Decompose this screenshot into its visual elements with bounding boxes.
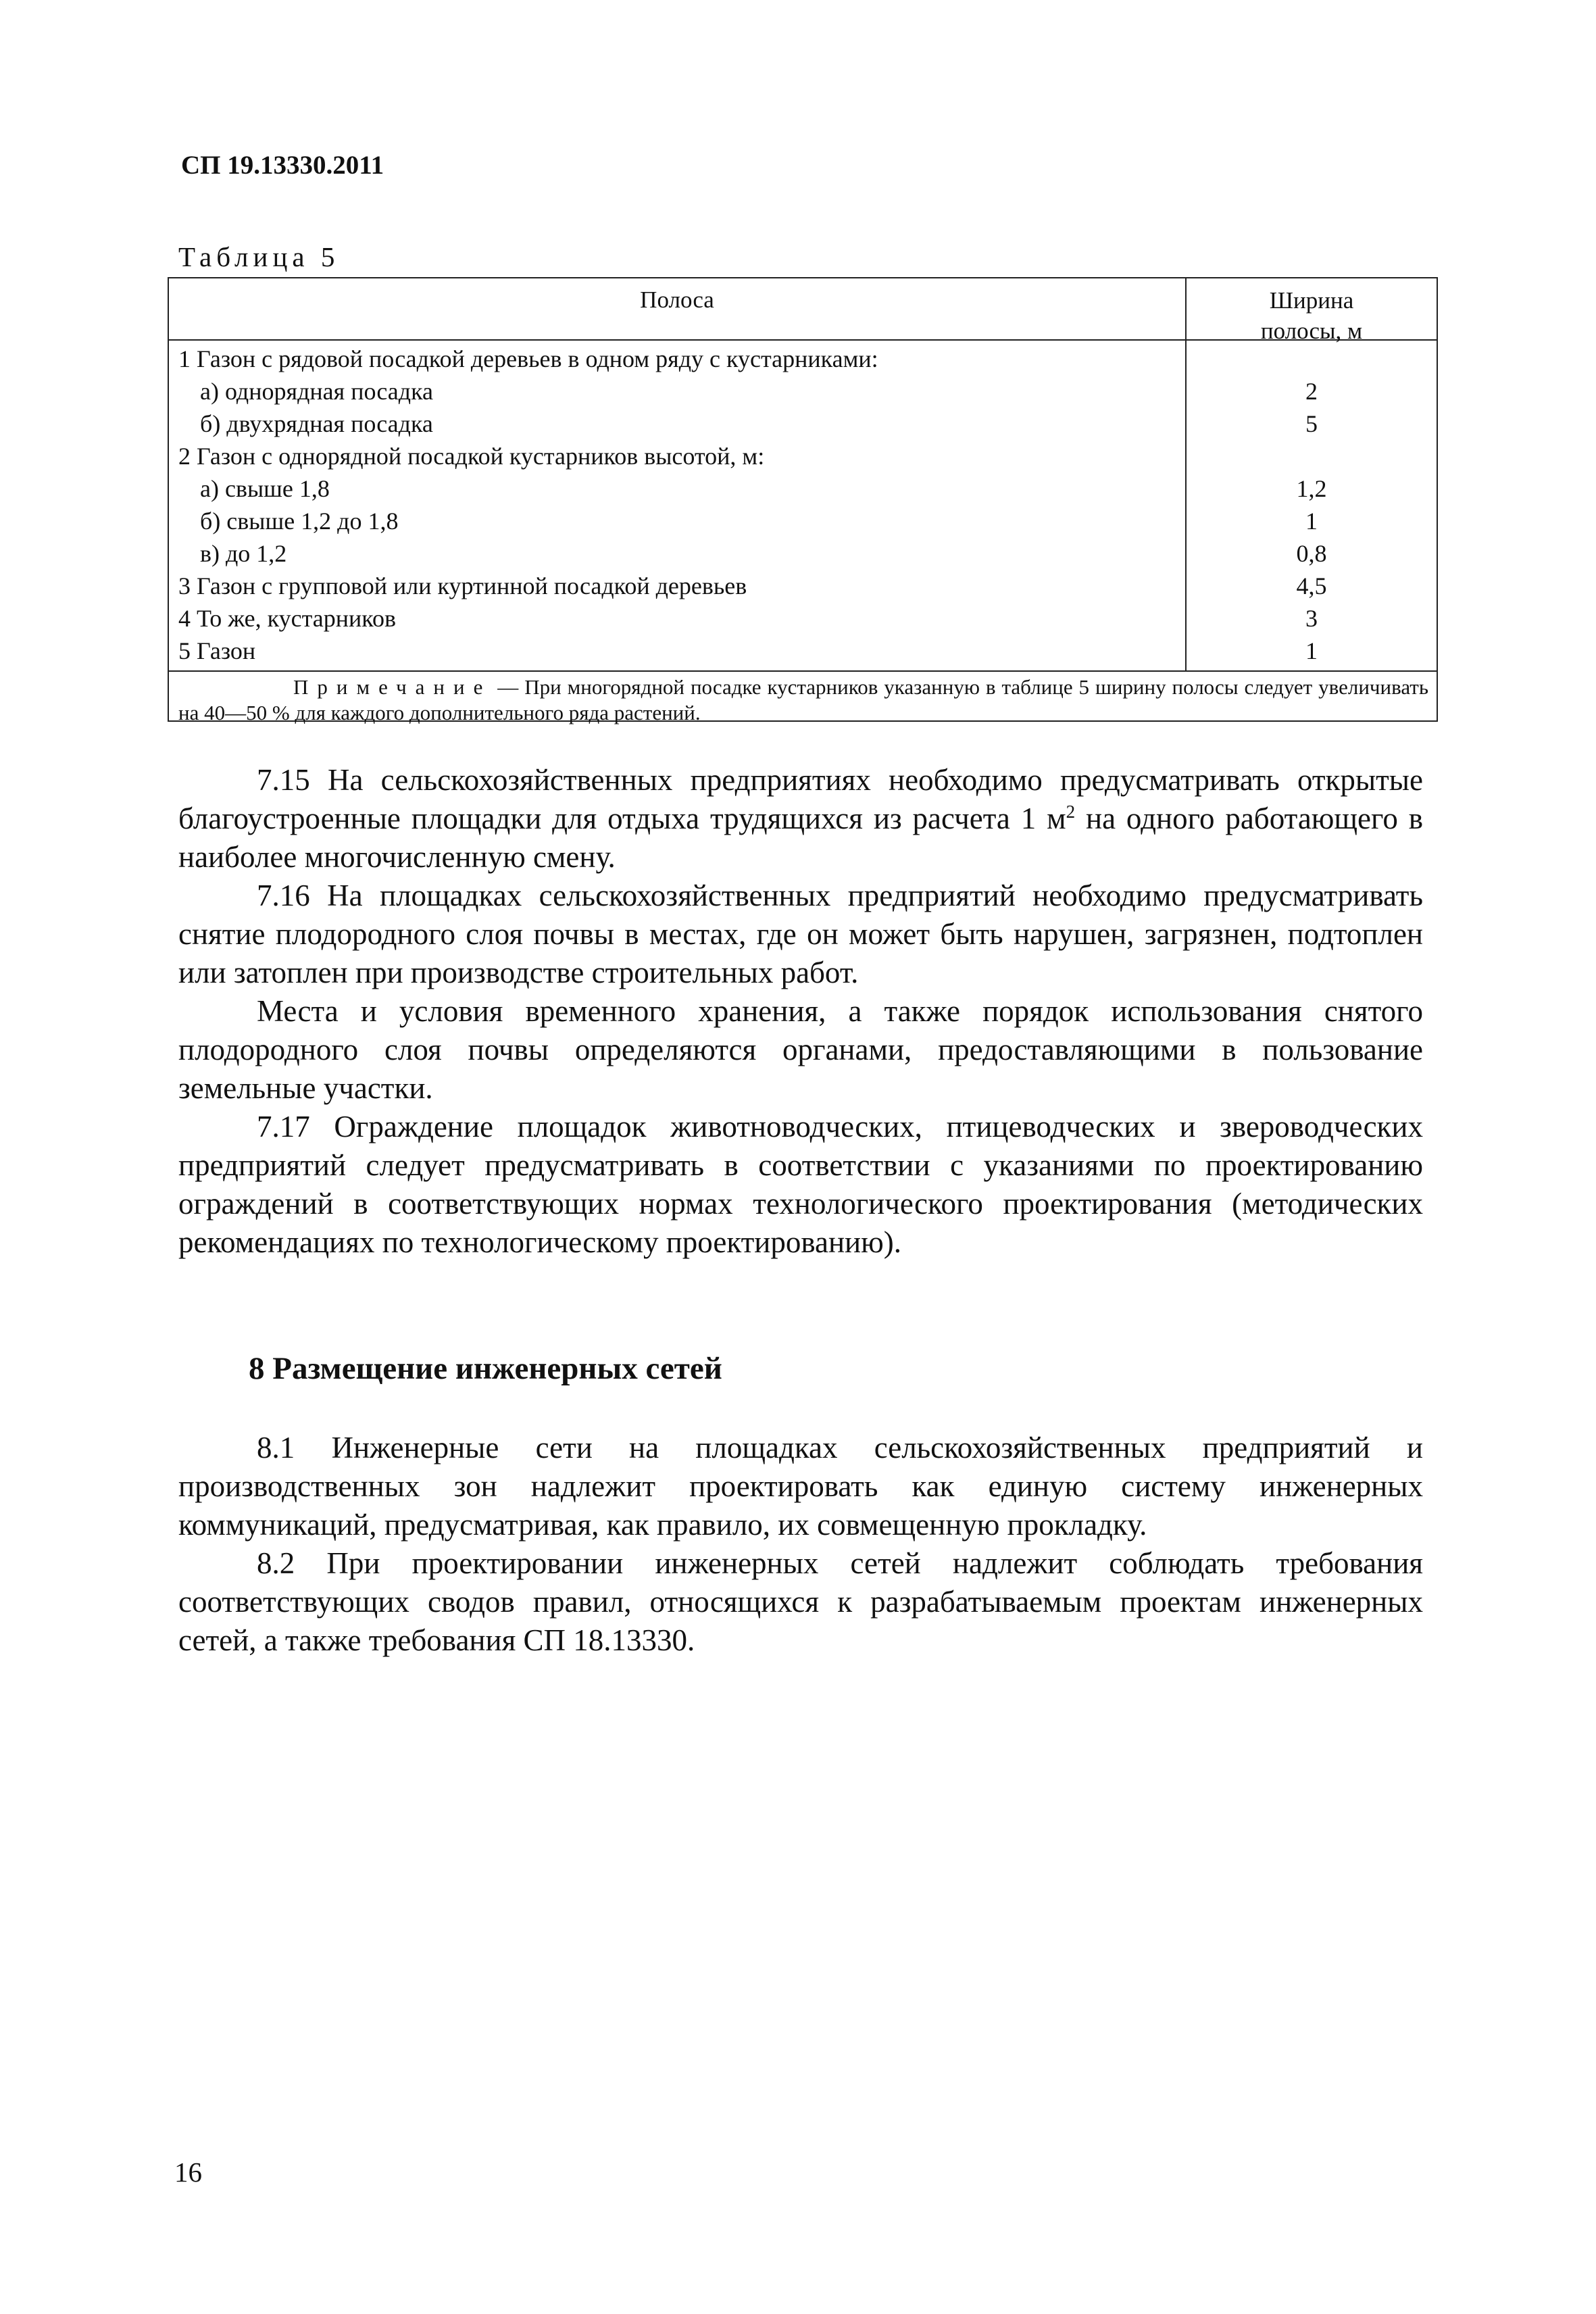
column-header-strip: Полоса — [640, 287, 714, 313]
paragraph-8-1: 8.1 Инженерные сети на площадках сельскохозяйственных предприятий и производственных зон надлежит проектировать как единую систему инженерных коммуникаций, предусматривая, как правило, их совмещенную прокладку. — [178, 1431, 1423, 1542]
page-number: 16 — [174, 2157, 202, 2188]
table-row-label: а) однорядная посадка — [200, 378, 433, 405]
table-note — [178, 674, 1428, 726]
table-caption: Таблица 5 — [178, 241, 340, 272]
paragraphs-section-8 — [178, 1429, 1423, 1660]
table-row-label: 2 Газон с однорядной посадкой кустарников высотой, м: — [178, 443, 765, 470]
paragraph-7-15-part2: на одного работающего в наиболее многочисленную смену. — [178, 802, 1423, 874]
paragraph-8-2: 8.2 При проектировании инженерных сетей надлежит соблюдать требования соответствующих сводов правил, относящихся к разрабатываемым проектам инженерных сетей, а также требования СП 18.13330. — [178, 1546, 1423, 1657]
document-code: СП 19.13330.2011 — [181, 151, 384, 180]
table-row-value: 1,2 — [1296, 475, 1327, 502]
table-row-value: 1 — [1305, 637, 1318, 664]
table-note-text: — При многорядной посадке кустарников указанную в таблице 5 ширину полосы следует увеличивать на 40—50 % для каждого дополнительного ряда растений. — [178, 675, 1428, 724]
column-header-width-line1: Ширина — [1269, 287, 1354, 314]
paragraph-7-16: 7.16 На площадках сельскохозяйственных предприятий необходимо предусматривать снятие плодородного слоя почвы в местах, где он может быть нарушен, загрязнен, подтоплен или затоплен при производстве строительных работ. — [178, 879, 1423, 989]
table-row-value: 3 — [1305, 605, 1318, 632]
table-row-value: 1 — [1305, 508, 1318, 535]
paragraphs-section-7 — [178, 761, 1423, 1262]
note-divider — [169, 670, 1437, 672]
table-row-label: в) до 1,2 — [200, 540, 287, 567]
paragraph-7-16-continued: Места и условия временного хранения, а также порядок использования снятого плодородного слоя почвы определяются органами, предоставляющими в пользование земельные участки. — [178, 994, 1423, 1105]
paragraph-7-15 — [178, 761, 1423, 877]
table-row-label: 3 Газон с групповой или куртинной посадкой деревьев — [178, 572, 747, 599]
table-row-label: 4 То же, кустарников — [178, 605, 396, 632]
table-5 — [168, 277, 1438, 722]
table-row-value: 4,5 — [1296, 572, 1327, 599]
table-row-label: 5 Газон — [178, 637, 256, 664]
column-header-width-line2: полосы, м — [1260, 318, 1363, 344]
table-row-label: 1 Газон с рядовой посадкой деревьев в одном ряду с кустарниками: — [178, 345, 878, 372]
column-header-width — [1187, 285, 1437, 346]
table-note-label: Примечание — [293, 675, 492, 699]
section-8-title: 8 Размещение инженерных сетей — [249, 1351, 722, 1386]
table-row-value: 5 — [1305, 410, 1318, 437]
table-row-value: 2 — [1305, 378, 1318, 405]
paragraph-7-17: 7.17 Ограждение площадок животноводческих, птицеводческих и звероводческих предприятий следует предусматривать в соответствии с указаниями по проектированию ограждений в соответствующих нормах технологического проектирования (методических рекомендациях по технологическому проектированию). — [178, 1110, 1423, 1259]
table-row-label: а) свыше 1,8 — [200, 475, 330, 502]
table-row-value: 0,8 — [1296, 540, 1327, 567]
table-row-label: б) свыше 1,2 до 1,8 — [200, 508, 399, 535]
superscript: 2 — [1066, 802, 1076, 822]
paragraph-7-15-part1: 7.15 На сельскохозяйственных предприятиях необходимо предусматривать открытые благоустроенные площадки для отдыха трудящихся из расчета 1 м — [178, 763, 1423, 835]
table-row-label: б) двухрядная посадка — [200, 410, 433, 437]
